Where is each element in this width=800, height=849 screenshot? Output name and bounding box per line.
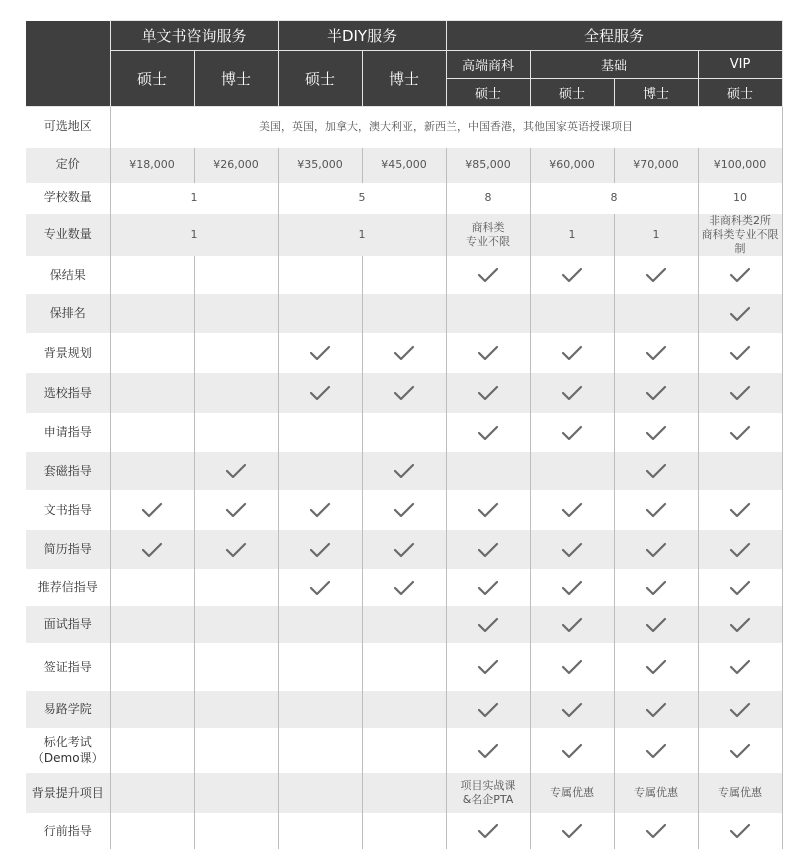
cell <box>110 773 194 813</box>
row-label: 推荐信指导 <box>26 569 110 606</box>
upgrade-cell <box>446 773 530 813</box>
cell <box>530 606 614 643</box>
row-visa <box>26 643 782 691</box>
check-icon <box>141 502 163 518</box>
check-icon <box>645 823 667 839</box>
cell <box>614 256 698 294</box>
price-cell: ¥70,000 <box>614 148 698 183</box>
cell <box>362 728 446 773</box>
check-icon <box>225 502 247 518</box>
cell <box>698 606 782 643</box>
check-icon <box>309 502 331 518</box>
row-label <box>26 728 110 773</box>
upgrade-cell: 专属优惠 <box>530 773 614 813</box>
row-school-choice <box>26 373 782 413</box>
cell <box>446 691 530 728</box>
cell <box>362 333 446 373</box>
subgroup-vip: VIP <box>698 51 782 79</box>
check-icon <box>561 659 583 675</box>
cell <box>530 333 614 373</box>
cell <box>446 530 530 569</box>
group-full-service: 全程服务 <box>446 21 782 51</box>
cell <box>698 530 782 569</box>
cell <box>698 413 782 452</box>
header-corner <box>26 21 110 107</box>
upgrade-line: 项目实战课 <box>460 779 516 793</box>
cell <box>362 691 446 728</box>
check-icon <box>477 617 499 633</box>
check-icon <box>225 463 247 479</box>
price-cell: ¥35,000 <box>278 148 362 183</box>
schools-cell: 8 <box>446 183 530 214</box>
row-label: 文书指导 <box>26 490 110 530</box>
check-icon <box>729 267 751 283</box>
price-cell: ¥85,000 <box>446 148 530 183</box>
cell <box>278 452 362 490</box>
cell <box>698 569 782 606</box>
check-icon <box>561 702 583 718</box>
majors-cell: 1 <box>530 214 614 257</box>
check-icon <box>729 659 751 675</box>
row-label: 定价 <box>26 148 110 183</box>
row-background <box>26 333 782 373</box>
cell <box>194 294 278 333</box>
check-icon <box>561 502 583 518</box>
majors-cell <box>446 214 530 257</box>
cell <box>362 294 446 333</box>
cell <box>530 691 614 728</box>
row-predeparture <box>26 813 782 849</box>
cell <box>110 413 194 452</box>
row-label: 申请指导 <box>26 413 110 452</box>
cell <box>278 691 362 728</box>
row-majors <box>26 214 782 257</box>
majors-cell: 1 <box>614 214 698 257</box>
check-icon <box>309 385 331 401</box>
check-icon <box>477 659 499 675</box>
row-label: 简历指导 <box>26 530 110 569</box>
degree-master-vip: 硕士 <box>698 79 782 107</box>
cell <box>530 643 614 691</box>
row-region <box>26 107 782 148</box>
cell <box>530 373 614 413</box>
cell <box>110 643 194 691</box>
check-icon <box>477 823 499 839</box>
group-half-diy: 半DIY服务 <box>278 21 446 51</box>
check-icon <box>561 385 583 401</box>
row-ranking <box>26 294 782 333</box>
row-application <box>26 413 782 452</box>
row-schools <box>26 183 782 214</box>
check-icon <box>393 580 415 596</box>
cell <box>194 490 278 530</box>
subgroup-basic: 基础 <box>530 51 698 79</box>
cell <box>194 728 278 773</box>
price-cell: ¥45,000 <box>362 148 446 183</box>
check-icon <box>393 345 415 361</box>
cell <box>614 530 698 569</box>
check-icon <box>729 743 751 759</box>
cell <box>446 373 530 413</box>
cell <box>614 373 698 413</box>
degree-master-single: 硕士 <box>110 51 194 107</box>
check-icon <box>225 542 247 558</box>
cell <box>278 294 362 333</box>
check-icon <box>477 743 499 759</box>
upgrade-cell: 专属优惠 <box>614 773 698 813</box>
check-icon <box>729 502 751 518</box>
cell <box>362 373 446 413</box>
cell <box>194 413 278 452</box>
majors-cell <box>698 214 782 257</box>
check-icon <box>645 385 667 401</box>
cell <box>110 569 194 606</box>
check-icon <box>393 502 415 518</box>
cell <box>446 728 530 773</box>
upgrade-cell: 专属优惠 <box>698 773 782 813</box>
cell <box>614 691 698 728</box>
row-upgrade <box>26 773 782 813</box>
cell <box>446 813 530 849</box>
cell <box>278 490 362 530</box>
cell <box>194 333 278 373</box>
cell <box>278 643 362 691</box>
check-icon <box>561 617 583 633</box>
cell <box>110 256 194 294</box>
check-icon <box>645 542 667 558</box>
degree-master-premium: 硕士 <box>446 79 530 107</box>
degree-phd-single: 博士 <box>194 51 278 107</box>
row-label: 行前指导 <box>26 813 110 849</box>
check-icon <box>561 542 583 558</box>
cell <box>698 294 782 333</box>
cell <box>698 256 782 294</box>
check-icon <box>393 385 415 401</box>
check-icon <box>561 345 583 361</box>
cell <box>194 569 278 606</box>
check-icon <box>393 542 415 558</box>
check-icon <box>645 659 667 675</box>
check-icon <box>645 580 667 596</box>
check-icon <box>561 267 583 283</box>
degree-phd-half: 博士 <box>362 51 446 107</box>
cell <box>278 606 362 643</box>
check-icon <box>309 542 331 558</box>
cell <box>530 490 614 530</box>
row-professor <box>26 452 782 490</box>
majors-line: 非商科类2所 <box>709 213 772 227</box>
cell <box>278 373 362 413</box>
cell <box>530 728 614 773</box>
cell <box>194 256 278 294</box>
cell <box>110 530 194 569</box>
check-icon <box>729 425 751 441</box>
cell <box>110 813 194 849</box>
row-label: 易路学院 <box>26 691 110 728</box>
cell <box>446 643 530 691</box>
check-icon <box>477 425 499 441</box>
degree-master-basic: 硕士 <box>530 79 614 107</box>
check-icon <box>393 463 415 479</box>
row-result <box>26 256 782 294</box>
cell <box>194 452 278 490</box>
cell <box>362 606 446 643</box>
cell <box>110 606 194 643</box>
check-icon <box>729 702 751 718</box>
region-value: 美国，英国，加拿大，澳大利亚，新西兰，中国香港，其他国家英语授课项目 <box>110 107 782 148</box>
schools-cell: 1 <box>110 183 278 214</box>
check-icon <box>729 385 751 401</box>
cell <box>110 728 194 773</box>
cell <box>614 606 698 643</box>
cell <box>698 490 782 530</box>
cell <box>278 256 362 294</box>
cell <box>110 691 194 728</box>
group-single-document: 单文书咨询服务 <box>110 21 278 51</box>
cell <box>446 569 530 606</box>
check-icon <box>477 702 499 718</box>
cell <box>614 333 698 373</box>
cell <box>446 256 530 294</box>
check-icon <box>729 542 751 558</box>
cell <box>446 294 530 333</box>
check-icon <box>645 743 667 759</box>
cell <box>194 373 278 413</box>
cell <box>446 413 530 452</box>
check-icon <box>729 580 751 596</box>
price-cell: ¥18,000 <box>110 148 194 183</box>
check-icon <box>477 345 499 361</box>
cell <box>614 813 698 849</box>
schools-cell: 5 <box>278 183 446 214</box>
cell <box>362 413 446 452</box>
label-line: （Demo课） <box>31 750 104 765</box>
cell <box>698 813 782 849</box>
cell <box>110 452 194 490</box>
majors-line: 商科类 <box>471 220 505 234</box>
cell <box>278 530 362 569</box>
check-icon <box>645 345 667 361</box>
subgroup-premium-business: 高端商科 <box>446 51 530 79</box>
cell <box>278 813 362 849</box>
check-icon <box>645 702 667 718</box>
cell <box>194 813 278 849</box>
cell <box>530 256 614 294</box>
check-icon <box>729 345 751 361</box>
cell <box>278 569 362 606</box>
cell <box>446 606 530 643</box>
cell <box>110 373 194 413</box>
price-cell: ¥26,000 <box>194 148 278 183</box>
check-icon <box>645 463 667 479</box>
cell <box>362 643 446 691</box>
majors-cell: 1 <box>278 214 446 257</box>
cell <box>530 530 614 569</box>
cell <box>530 452 614 490</box>
row-academy <box>26 691 782 728</box>
majors-line: 专业不限 <box>466 234 511 248</box>
check-icon <box>729 617 751 633</box>
check-icon <box>141 542 163 558</box>
cell <box>614 569 698 606</box>
cell <box>698 691 782 728</box>
cell <box>530 294 614 333</box>
majors-cell: 1 <box>110 214 278 257</box>
cell <box>194 773 278 813</box>
check-icon <box>477 580 499 596</box>
cell <box>194 691 278 728</box>
cell <box>530 569 614 606</box>
check-icon <box>729 823 751 839</box>
upgrade-line: &名企PTA <box>462 793 514 807</box>
service-comparison-table-wrap <box>26 20 782 849</box>
row-label: 保结果 <box>26 256 110 294</box>
cell <box>278 728 362 773</box>
cell <box>530 413 614 452</box>
cell <box>446 452 530 490</box>
check-icon <box>645 267 667 283</box>
check-icon <box>645 425 667 441</box>
check-icon <box>561 743 583 759</box>
check-icon <box>561 425 583 441</box>
row-label: 签证指导 <box>26 643 110 691</box>
check-icon <box>645 617 667 633</box>
cell <box>362 452 446 490</box>
row-label: 背景规划 <box>26 333 110 373</box>
cell <box>698 643 782 691</box>
cell <box>698 333 782 373</box>
row-label: 学校数量 <box>26 183 110 214</box>
cell <box>278 413 362 452</box>
cell <box>362 813 446 849</box>
cell <box>362 569 446 606</box>
cell <box>614 643 698 691</box>
cell <box>194 606 278 643</box>
cell <box>194 643 278 691</box>
cell <box>614 452 698 490</box>
check-icon <box>477 385 499 401</box>
cell <box>698 373 782 413</box>
check-icon <box>477 267 499 283</box>
row-label: 面试指导 <box>26 606 110 643</box>
check-icon <box>477 542 499 558</box>
cell <box>110 294 194 333</box>
cell <box>362 773 446 813</box>
row-label: 保排名 <box>26 294 110 333</box>
cell <box>614 728 698 773</box>
row-label: 套磁指导 <box>26 452 110 490</box>
row-label: 背景提升项目 <box>26 773 110 813</box>
check-icon <box>477 502 499 518</box>
cell <box>614 490 698 530</box>
cell <box>362 256 446 294</box>
service-comparison-table <box>26 20 783 849</box>
cell <box>194 530 278 569</box>
row-demo <box>26 728 782 773</box>
degree-phd-basic: 博士 <box>614 79 698 107</box>
check-icon <box>561 823 583 839</box>
cell <box>614 413 698 452</box>
row-label: 可选地区 <box>26 107 110 148</box>
price-cell: ¥60,000 <box>530 148 614 183</box>
row-resume <box>26 530 782 569</box>
check-icon <box>645 502 667 518</box>
degree-master-half: 硕士 <box>278 51 362 107</box>
majors-line: 商科类专业不限制 <box>701 227 779 256</box>
row-label: 选校指导 <box>26 373 110 413</box>
row-label: 专业数量 <box>26 214 110 257</box>
schools-cell: 8 <box>530 183 698 214</box>
row-interview <box>26 606 782 643</box>
cell <box>698 728 782 773</box>
row-price <box>26 148 782 183</box>
check-icon <box>729 306 751 322</box>
cell <box>110 333 194 373</box>
cell <box>362 490 446 530</box>
cell <box>698 452 782 490</box>
cell <box>278 333 362 373</box>
check-icon <box>309 345 331 361</box>
schools-cell: 10 <box>698 183 782 214</box>
cell <box>446 490 530 530</box>
check-icon <box>561 580 583 596</box>
check-icon <box>309 580 331 596</box>
cell <box>362 530 446 569</box>
cell <box>278 773 362 813</box>
cell <box>530 813 614 849</box>
price-cell: ¥100,000 <box>698 148 782 183</box>
row-documents <box>26 490 782 530</box>
cell <box>110 490 194 530</box>
cell <box>446 333 530 373</box>
cell <box>614 294 698 333</box>
row-recommendation <box>26 569 782 606</box>
label-line: 标化考试 <box>43 735 92 750</box>
